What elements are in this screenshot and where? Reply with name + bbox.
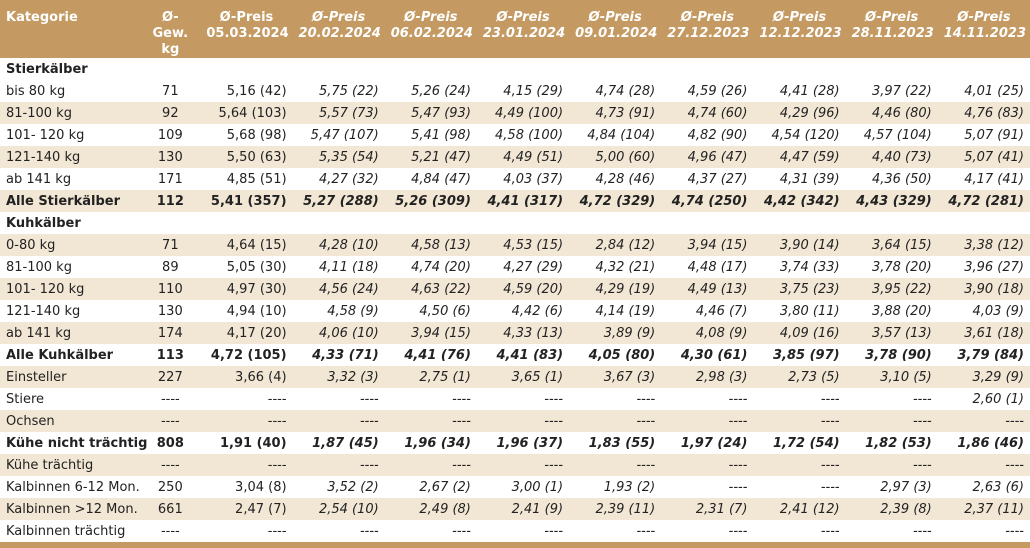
price-cell: ---- xyxy=(846,454,938,476)
row-label: 0-80 kg xyxy=(0,234,140,256)
empty-cell xyxy=(753,58,845,80)
price-cell: 4,57 (104) xyxy=(846,124,938,146)
row-weight: 113 xyxy=(140,344,200,366)
header-price-column: Ø-Preis 12.12.2023 xyxy=(753,0,845,58)
price-cell: ---- xyxy=(200,410,292,432)
price-cell: 3,85 (97) xyxy=(753,344,845,366)
price-cell: 2,39 (11) xyxy=(569,498,661,520)
price-cell: ---- xyxy=(293,410,385,432)
price-cell: 2,39 (8) xyxy=(846,498,938,520)
price-cell: 5,41 (98) xyxy=(385,124,477,146)
table-row xyxy=(0,322,1030,344)
row-label: 121-140 kg xyxy=(0,300,140,322)
price-cell: 3,57 (13) xyxy=(846,322,938,344)
price-cell: 4,29 (19) xyxy=(569,278,661,300)
price-cell: 3,61 (18) xyxy=(938,322,1030,344)
price-cell: 4,14 (19) xyxy=(569,300,661,322)
table-row xyxy=(0,256,1030,278)
row-label: Kühe nicht trächtig xyxy=(0,432,140,454)
empty-cell xyxy=(569,58,661,80)
price-cell: ---- xyxy=(661,476,753,498)
row-weight: 661 xyxy=(140,498,200,520)
empty-cell xyxy=(477,212,569,234)
price-cell: 1,93 (2) xyxy=(569,476,661,498)
price-cell: 4,33 (13) xyxy=(477,322,569,344)
row-weight: 71 xyxy=(140,234,200,256)
table-row xyxy=(0,234,1030,256)
price-cell: ---- xyxy=(938,410,1030,432)
empty-cell xyxy=(661,212,753,234)
price-cell: ---- xyxy=(846,520,938,542)
row-weight: 130 xyxy=(140,146,200,168)
table-body xyxy=(0,58,1030,542)
price-cell: 3,78 (90) xyxy=(846,344,938,366)
table-row xyxy=(0,146,1030,168)
price-cell: 4,49 (13) xyxy=(661,278,753,300)
empty-cell xyxy=(200,212,292,234)
price-cell: 4,43 (329) xyxy=(846,190,938,212)
table-row xyxy=(0,520,1030,542)
price-cell: 4,31 (39) xyxy=(753,168,845,190)
price-cell: 5,68 (98) xyxy=(200,124,292,146)
price-cell: 4,17 (41) xyxy=(938,168,1030,190)
price-cell: 4,63 (22) xyxy=(385,278,477,300)
price-cell: 4,49 (100) xyxy=(477,102,569,124)
table-header xyxy=(0,0,1030,58)
price-cell: ---- xyxy=(753,388,845,410)
price-cell: 4,48 (17) xyxy=(661,256,753,278)
price-cell: 5,35 (54) xyxy=(293,146,385,168)
price-cell: 3,94 (15) xyxy=(385,322,477,344)
price-cell: 4,30 (61) xyxy=(661,344,753,366)
empty-cell xyxy=(753,212,845,234)
section-header-row xyxy=(0,212,1030,234)
price-cell: 3,64 (15) xyxy=(846,234,938,256)
table-row xyxy=(0,102,1030,124)
row-weight: ---- xyxy=(140,388,200,410)
price-cell: 3,32 (3) xyxy=(293,366,385,388)
price-cell: 3,96 (27) xyxy=(938,256,1030,278)
price-cell: 4,41 (83) xyxy=(477,344,569,366)
table-row xyxy=(0,300,1030,322)
price-cell: 4,72 (281) xyxy=(938,190,1030,212)
price-cell: 2,49 (8) xyxy=(385,498,477,520)
price-cell: ---- xyxy=(385,410,477,432)
price-cell: 1,96 (37) xyxy=(477,432,569,454)
row-label: ab 141 kg xyxy=(0,168,140,190)
price-cell: 2,97 (3) xyxy=(846,476,938,498)
price-cell: 5,26 (309) xyxy=(385,190,477,212)
price-cell: 4,28 (10) xyxy=(293,234,385,256)
price-cell: ---- xyxy=(385,520,477,542)
price-cell: 2,41 (12) xyxy=(753,498,845,520)
price-cell: 4,97 (30) xyxy=(200,278,292,300)
price-cell: ---- xyxy=(293,388,385,410)
row-label: Kühe trächtig xyxy=(0,454,140,476)
price-cell: 4,53 (15) xyxy=(477,234,569,256)
price-cell: 4,36 (50) xyxy=(846,168,938,190)
price-cell: 1,86 (46) xyxy=(938,432,1030,454)
price-cell: ---- xyxy=(385,454,477,476)
price-cell: 4,37 (27) xyxy=(661,168,753,190)
price-cell: ---- xyxy=(938,454,1030,476)
price-cell: 3,80 (11) xyxy=(753,300,845,322)
price-cell: 5,75 (22) xyxy=(293,80,385,102)
header-price-column: Ø-Preis 23.01.2024 xyxy=(477,0,569,58)
price-cell: 3,95 (22) xyxy=(846,278,938,300)
price-cell: 2,73 (5) xyxy=(753,366,845,388)
price-cell: 1,96 (34) xyxy=(385,432,477,454)
price-cell: 4,56 (24) xyxy=(293,278,385,300)
price-cell: 4,41 (28) xyxy=(753,80,845,102)
price-cell: ---- xyxy=(846,410,938,432)
row-label: Alle Kuhkälber xyxy=(0,344,140,366)
empty-cell xyxy=(569,212,661,234)
table-bottom-bar xyxy=(0,542,1030,548)
row-label: Stiere xyxy=(0,388,140,410)
price-cell: 4,42 (342) xyxy=(753,190,845,212)
price-cell: 5,07 (41) xyxy=(938,146,1030,168)
price-cell: ---- xyxy=(200,520,292,542)
price-cell: 3,97 (22) xyxy=(846,80,938,102)
price-cell: 4,74 (250) xyxy=(661,190,753,212)
row-label: bis 80 kg xyxy=(0,80,140,102)
price-cell: ---- xyxy=(293,454,385,476)
price-cell: 4,17 (20) xyxy=(200,322,292,344)
row-label: 101- 120 kg xyxy=(0,278,140,300)
table-row xyxy=(0,344,1030,366)
header-price-column: Ø-Preis 14.11.2023 xyxy=(938,0,1030,58)
empty-cell xyxy=(200,58,292,80)
price-cell: 4,74 (60) xyxy=(661,102,753,124)
price-cell: 3,66 (4) xyxy=(200,366,292,388)
header-price-column: Ø-Preis 27.12.2023 xyxy=(661,0,753,58)
price-cell: 4,41 (76) xyxy=(385,344,477,366)
price-cell: 4,58 (13) xyxy=(385,234,477,256)
table-row xyxy=(0,454,1030,476)
table-row xyxy=(0,124,1030,146)
price-cell: 4,06 (10) xyxy=(293,322,385,344)
price-cell: 4,47 (59) xyxy=(753,146,845,168)
empty-cell xyxy=(385,212,477,234)
table-row xyxy=(0,432,1030,454)
price-cell: 5,21 (47) xyxy=(385,146,477,168)
header-price-column: Ø-Preis 09.01.2024 xyxy=(569,0,661,58)
price-cell: ---- xyxy=(477,454,569,476)
empty-cell xyxy=(293,58,385,80)
row-label: 81-100 kg xyxy=(0,256,140,278)
row-weight: 808 xyxy=(140,432,200,454)
header-price-column: Ø-Preis 06.02.2024 xyxy=(385,0,477,58)
row-label: Ochsen xyxy=(0,410,140,432)
table-row xyxy=(0,278,1030,300)
empty-cell xyxy=(140,212,200,234)
price-cell: 4,09 (16) xyxy=(753,322,845,344)
price-cell: 1,91 (40) xyxy=(200,432,292,454)
price-cell: ---- xyxy=(293,520,385,542)
price-cell: 4,58 (9) xyxy=(293,300,385,322)
price-cell: 4,50 (6) xyxy=(385,300,477,322)
price-cell: 4,05 (80) xyxy=(569,344,661,366)
price-cell: 5,50 (63) xyxy=(200,146,292,168)
row-weight: 130 xyxy=(140,300,200,322)
price-cell: 4,42 (6) xyxy=(477,300,569,322)
row-label: ab 141 kg xyxy=(0,322,140,344)
price-cell: ---- xyxy=(753,476,845,498)
price-cell: 2,63 (6) xyxy=(938,476,1030,498)
price-cell: ---- xyxy=(385,388,477,410)
price-cell: 2,60 (1) xyxy=(938,388,1030,410)
price-cell: 4,74 (28) xyxy=(569,80,661,102)
price-cell: ---- xyxy=(569,454,661,476)
price-cell: 1,97 (24) xyxy=(661,432,753,454)
price-cell: 5,26 (24) xyxy=(385,80,477,102)
price-cell: ---- xyxy=(569,388,661,410)
price-cell: 3,52 (2) xyxy=(293,476,385,498)
price-cell: ---- xyxy=(753,410,845,432)
row-weight: 89 xyxy=(140,256,200,278)
empty-cell xyxy=(477,58,569,80)
price-cell: 5,47 (93) xyxy=(385,102,477,124)
row-label: Alle Stierkälber xyxy=(0,190,140,212)
price-cell: 5,07 (91) xyxy=(938,124,1030,146)
price-cell: 2,98 (3) xyxy=(661,366,753,388)
price-cell: 4,72 (105) xyxy=(200,344,292,366)
empty-cell xyxy=(846,212,938,234)
price-cell: 4,03 (9) xyxy=(938,300,1030,322)
price-cell: 4,96 (47) xyxy=(661,146,753,168)
price-cell: 4,59 (26) xyxy=(661,80,753,102)
row-weight: ---- xyxy=(140,520,200,542)
row-weight: ---- xyxy=(140,410,200,432)
header-kategorie: Kategorie xyxy=(0,0,140,58)
price-cell: 2,54 (10) xyxy=(293,498,385,520)
row-weight: ---- xyxy=(140,454,200,476)
price-cell: 2,37 (11) xyxy=(938,498,1030,520)
row-label: Kuhkälber xyxy=(0,212,140,234)
price-cell: ---- xyxy=(200,454,292,476)
row-label: Stierkälber xyxy=(0,58,140,80)
price-cell: 5,57 (73) xyxy=(293,102,385,124)
table-row xyxy=(0,498,1030,520)
price-cell: ---- xyxy=(661,454,753,476)
price-cell: ---- xyxy=(200,388,292,410)
price-cell: 1,87 (45) xyxy=(293,432,385,454)
price-cell: 4,72 (329) xyxy=(569,190,661,212)
row-label: Kalbinnen trächtig xyxy=(0,520,140,542)
price-cell: 4,27 (29) xyxy=(477,256,569,278)
price-cell: 5,00 (60) xyxy=(569,146,661,168)
price-cell: 4,11 (18) xyxy=(293,256,385,278)
price-cell: 4,59 (20) xyxy=(477,278,569,300)
price-cell: 4,01 (25) xyxy=(938,80,1030,102)
header-price-column: Ø-Preis 05.03.2024 xyxy=(200,0,292,58)
price-cell: ---- xyxy=(477,520,569,542)
price-cell: ---- xyxy=(569,410,661,432)
price-cell: 5,05 (30) xyxy=(200,256,292,278)
row-label: Kalbinnen 6-12 Mon. xyxy=(0,476,140,498)
price-cell: ---- xyxy=(753,454,845,476)
row-weight: 174 xyxy=(140,322,200,344)
table-row xyxy=(0,388,1030,410)
price-cell: 2,67 (2) xyxy=(385,476,477,498)
price-cell: ---- xyxy=(569,520,661,542)
price-cell: 4,74 (20) xyxy=(385,256,477,278)
price-cell: 4,85 (51) xyxy=(200,168,292,190)
price-cell: 3,67 (3) xyxy=(569,366,661,388)
row-weight: 171 xyxy=(140,168,200,190)
price-cell: 3,94 (15) xyxy=(661,234,753,256)
price-cell: 1,83 (55) xyxy=(569,432,661,454)
price-cell: 3,89 (9) xyxy=(569,322,661,344)
row-weight: 110 xyxy=(140,278,200,300)
price-cell: 3,79 (84) xyxy=(938,344,1030,366)
row-weight: 112 xyxy=(140,190,200,212)
price-cell: 3,78 (20) xyxy=(846,256,938,278)
price-cell: 2,75 (1) xyxy=(385,366,477,388)
row-label: Kalbinnen >12 Mon. xyxy=(0,498,140,520)
price-cell: 2,84 (12) xyxy=(569,234,661,256)
section-header-row xyxy=(0,58,1030,80)
empty-cell xyxy=(938,212,1030,234)
header-price-column: Ø-Preis 28.11.2023 xyxy=(846,0,938,58)
row-label: Einsteller xyxy=(0,366,140,388)
price-cell: 4,76 (83) xyxy=(938,102,1030,124)
price-cell: 4,49 (51) xyxy=(477,146,569,168)
price-cell: 4,84 (47) xyxy=(385,168,477,190)
price-cell: ---- xyxy=(661,520,753,542)
price-cell: ---- xyxy=(477,410,569,432)
price-cell: 4,82 (90) xyxy=(661,124,753,146)
row-weight: 109 xyxy=(140,124,200,146)
empty-cell xyxy=(385,58,477,80)
price-cell: 3,65 (1) xyxy=(477,366,569,388)
price-cell: 5,16 (42) xyxy=(200,80,292,102)
price-cell: 4,46 (80) xyxy=(846,102,938,124)
row-weight: 227 xyxy=(140,366,200,388)
price-cell: ---- xyxy=(753,520,845,542)
price-cell: 1,82 (53) xyxy=(846,432,938,454)
header-gewicht: Ø-Gew. kg xyxy=(140,0,200,58)
price-cell: 4,40 (73) xyxy=(846,146,938,168)
price-cell: 4,64 (15) xyxy=(200,234,292,256)
table-row xyxy=(0,80,1030,102)
price-cell: 3,38 (12) xyxy=(938,234,1030,256)
table-row xyxy=(0,168,1030,190)
price-cell: 4,29 (96) xyxy=(753,102,845,124)
empty-cell xyxy=(938,58,1030,80)
row-weight: 92 xyxy=(140,102,200,124)
price-cell: 4,84 (104) xyxy=(569,124,661,146)
price-cell: 3,88 (20) xyxy=(846,300,938,322)
price-cell: 4,15 (29) xyxy=(477,80,569,102)
table-row xyxy=(0,366,1030,388)
row-label: 101- 120 kg xyxy=(0,124,140,146)
price-cell: 2,47 (7) xyxy=(200,498,292,520)
price-cell: 3,29 (9) xyxy=(938,366,1030,388)
price-cell: 2,31 (7) xyxy=(661,498,753,520)
table-row xyxy=(0,476,1030,498)
price-cell: 5,41 (357) xyxy=(200,190,292,212)
price-cell: 3,04 (8) xyxy=(200,476,292,498)
table-row xyxy=(0,410,1030,432)
price-cell: 5,64 (103) xyxy=(200,102,292,124)
price-cell: 4,03 (37) xyxy=(477,168,569,190)
price-cell: 4,73 (91) xyxy=(569,102,661,124)
empty-cell xyxy=(846,58,938,80)
price-cell: ---- xyxy=(661,410,753,432)
empty-cell xyxy=(661,58,753,80)
price-cell: 3,74 (33) xyxy=(753,256,845,278)
total-row xyxy=(0,190,1030,212)
row-weight: 250 xyxy=(140,476,200,498)
price-cell: 3,90 (14) xyxy=(753,234,845,256)
price-cell: 4,27 (32) xyxy=(293,168,385,190)
price-cell: 3,90 (18) xyxy=(938,278,1030,300)
row-label: 81-100 kg xyxy=(0,102,140,124)
price-cell: 3,75 (23) xyxy=(753,278,845,300)
row-weight: 71 xyxy=(140,80,200,102)
price-cell: ---- xyxy=(846,388,938,410)
price-cell: 4,94 (10) xyxy=(200,300,292,322)
price-cell: 4,54 (120) xyxy=(753,124,845,146)
price-cell: 4,08 (9) xyxy=(661,322,753,344)
price-cell: 4,41 (317) xyxy=(477,190,569,212)
empty-cell xyxy=(293,212,385,234)
price-cell: 5,27 (288) xyxy=(293,190,385,212)
price-cell: 3,00 (1) xyxy=(477,476,569,498)
price-cell: 4,33 (71) xyxy=(293,344,385,366)
price-cell: 4,28 (46) xyxy=(569,168,661,190)
price-cell: 4,32 (21) xyxy=(569,256,661,278)
price-cell: 4,46 (7) xyxy=(661,300,753,322)
row-label: 121-140 kg xyxy=(0,146,140,168)
price-cell: 1,72 (54) xyxy=(753,432,845,454)
price-cell: ---- xyxy=(477,388,569,410)
header-price-column: Ø-Preis 20.02.2024 xyxy=(293,0,385,58)
price-cell: 5,47 (107) xyxy=(293,124,385,146)
price-cell: 3,10 (5) xyxy=(846,366,938,388)
empty-cell xyxy=(140,58,200,80)
price-cell: 2,41 (9) xyxy=(477,498,569,520)
price-cell: ---- xyxy=(938,520,1030,542)
price-cell: ---- xyxy=(661,388,753,410)
price-cell: 4,58 (100) xyxy=(477,124,569,146)
